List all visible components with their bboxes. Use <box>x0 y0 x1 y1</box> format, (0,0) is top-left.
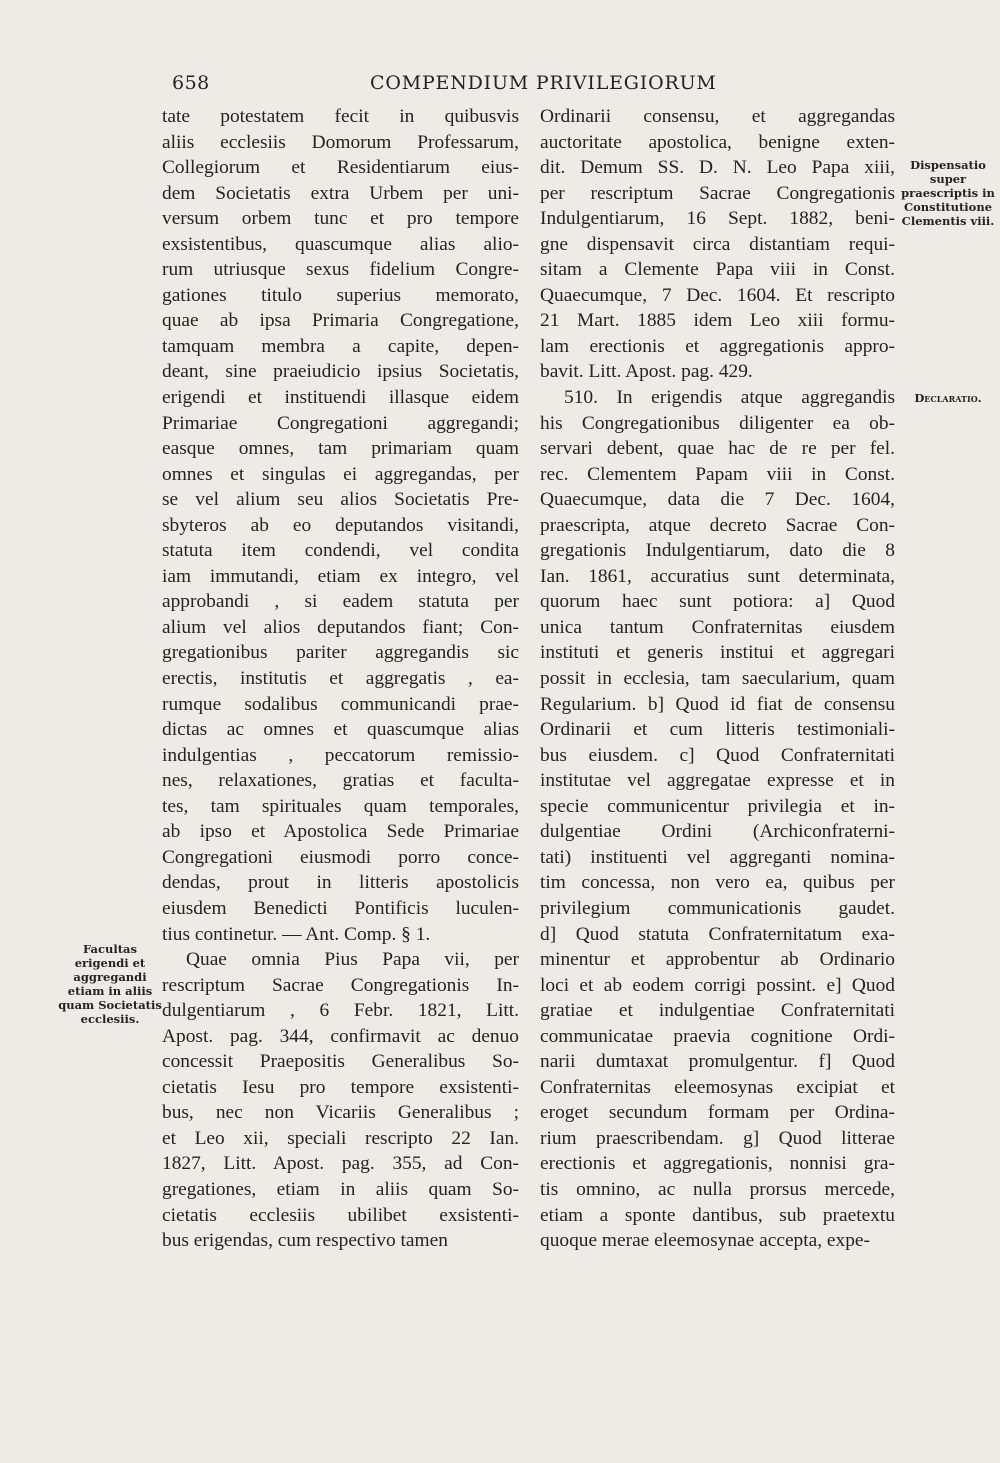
text-line: servari debent, quae hac de re per fel. <box>540 438 895 460</box>
text-line: Ordinarii consensu, et aggregandas <box>540 106 895 127</box>
text-line: quae ab ipsa Primaria Congregatione, <box>162 310 519 332</box>
text-line: versum orbem tunc et pro tempore <box>162 208 519 230</box>
text-line: erigendi et instituendi illasque eidem <box>162 387 519 409</box>
text-line: Quae omnia Pius Papa vii, per <box>186 949 519 971</box>
text-line: et Leo xii, speciali rescripto 22 Ian. <box>162 1127 519 1149</box>
text-line: sitam a Clemente Papa viii in Const. <box>540 259 895 281</box>
text-line: ab ipso et Apostolica Sede Primariae <box>162 821 519 843</box>
text-line: Indulgentiarum, 16 Sept. 1882, beni- <box>540 208 895 230</box>
text-line: gratiae et indulgentiae Confraternitati <box>540 1000 895 1022</box>
text-line: approbandi , si eadem statuta per <box>162 591 519 613</box>
text-line: tis omnino, ac nulla prorsus mercede, <box>540 1178 895 1200</box>
text-line: erectionis et aggregationis, nonnisi gra- <box>540 1153 895 1175</box>
margin-note-facultas: Facultas erigendi et aggregandi etiam in aliis quam Societatis ecclesiis. <box>58 942 162 1026</box>
text-line: his Congregationibus diligenter ea ob- <box>540 412 895 434</box>
text-line: d] Quod statuta Confraternitatum exa- <box>540 923 895 945</box>
text-line: Primariae Congregationi aggregandi; <box>162 412 519 434</box>
text-line: per rescriptum Sacrae Congregationis <box>540 182 895 204</box>
text-line: etiam a sponte dantibus, sub praetextu <box>540 1204 895 1226</box>
text-line: tius continetur. — Ant. Comp. § 1. <box>162 923 431 945</box>
page-number: 658 <box>172 72 210 94</box>
text-line: cietatis Iesu pro tempore exsistenti- <box>162 1076 519 1098</box>
text-line: tamquam membra a capite, depen- <box>162 335 519 357</box>
text-line: Collegiorum et Residentiarum eius- <box>162 157 519 179</box>
text-line: minentur et approbentur ab Ordinario <box>540 949 895 971</box>
text-line: 1827, Litt. Apost. pag. 355, ad Con- <box>162 1153 519 1175</box>
text-line: narii dumtaxat promulgentur. f] Quod <box>540 1051 895 1073</box>
text-line: dulgentiae Ordini (Archiconfraterni- <box>540 821 895 843</box>
text-line: bus eiusdem. c] Quod Confraternitati <box>540 744 895 766</box>
text-line: 21 Mart. 1885 idem Leo xiii formu- <box>540 310 895 332</box>
text-line: omnes et singulas ei aggregandas, per <box>162 463 519 485</box>
text-line: gregationes, etiam in aliis quam So- <box>162 1178 519 1200</box>
text-line: se vel alium seu alios Societatis Pre- <box>162 489 519 511</box>
text-line: Congregationi eiusmodi porro conce- <box>162 846 519 868</box>
text-line: nes, relaxationes, gratias et faculta- <box>162 770 519 792</box>
text-line: praescripta, atque decreto Sacrae Con- <box>540 514 895 536</box>
text-line: tes, tam spirituales quam temporales, <box>162 795 519 817</box>
text-line: bavit. Litt. Apost. pag. 429. <box>540 361 753 383</box>
text-line: bus erigendas, cum respectivo tamen <box>162 1230 448 1252</box>
text-line: institutae vel aggregatae expresse et in <box>540 770 895 792</box>
text-line: dem Societatis extra Urbem per uni- <box>162 182 519 204</box>
text-line: alium vel alios deputandos fiant; Con- <box>162 616 519 638</box>
text-line: indulgentias , peccatorum remissio- <box>162 744 519 766</box>
text-line: aliis ecclesiis Domorum Professarum, <box>162 131 519 153</box>
text-line: gationes titulo superius memorato, <box>162 284 519 306</box>
text-line: tim concessa, non vero ea, quibus per <box>540 872 895 894</box>
text-line: instituti et generis institui et aggregari <box>540 642 895 664</box>
text-line: Quaecumque, 7 Dec. 1604. Et rescripto <box>540 284 895 306</box>
text-line: loci et ab eodem corrigi possint. e] Quod <box>540 974 895 996</box>
text-line: eiusdem Benedicti Pontificis luculen- <box>162 897 519 919</box>
text-line: exsistentibus, quascumque alias alio- <box>162 233 519 255</box>
text-line: specie communicentur privilegia et in- <box>540 795 895 817</box>
text-line: quorum haec sunt potiora: a] Quod <box>540 591 895 613</box>
right-text-column <box>540 104 895 1254</box>
text-line: concessit Praepositis Generalibus So- <box>162 1051 519 1073</box>
text-line: rium praescribendam. g] Quod litterae <box>540 1127 895 1149</box>
text-line: dictas ac omnes et quascumque alias <box>162 719 519 741</box>
text-line: iam immutandi, etiam ex integro, vel <box>162 565 519 587</box>
text-line: dit. Demum SS. D. N. Leo Papa xiii, <box>540 157 895 179</box>
text-line: sbyteros ab eo deputandos visitandi, <box>162 514 519 536</box>
text-line: Regularium. b] Quod id fiat de consensu <box>540 693 895 715</box>
text-line: statuta item condendi, vel condita <box>162 540 519 562</box>
left-text-column <box>162 104 519 1254</box>
text-line: bus, nec non Vicariis Generalibus ; <box>162 1102 519 1124</box>
text-line: cietatis ecclesiis ubilibet exsistenti- <box>162 1204 519 1226</box>
text-line: tate potestatem fecit in quibusvis <box>162 106 519 127</box>
text-line: rec. Clementem Papam viii in Const. <box>540 463 895 485</box>
text-line: auctoritate apostolica, benigne exten- <box>540 131 895 153</box>
text-line: gregationis Indulgentiarum, dato die 8 <box>540 540 895 562</box>
text-line: rum utriusque sexus fidelium Congre- <box>162 259 519 281</box>
text-line: Quaecumque, data die 7 Dec. 1604, <box>540 489 895 511</box>
text-line: deant, sine praeiudicio ipsius Societatis, <box>162 361 519 383</box>
text-line: quoque merae eleemosynae accepta, expe- <box>540 1230 870 1252</box>
text-line: eroget secundum formam per Ordina- <box>540 1102 895 1124</box>
text-line: gregationibus pariter aggregandis sic <box>162 642 519 664</box>
text-line: rumque sodalibus communicandi prae- <box>162 693 519 715</box>
margin-note-declaratio: Declaratio. <box>914 391 982 405</box>
text-line: gne dispensavit circa distantiam requi- <box>540 233 895 255</box>
text-line: communicatae praevia cognitione Ordi- <box>540 1025 895 1047</box>
text-line: erectis, institutis et aggregatis , ea- <box>162 668 519 690</box>
running-title: COMPENDIUM PRIVILEGIORUM <box>370 72 717 94</box>
text-line: unica tantum Confraternitas eiusdem <box>540 616 895 638</box>
margin-note-dispensatio: Dispensatio super praescriptis in Constitutione Clementis viii. <box>901 158 995 228</box>
text-line: lam erectionis et aggregationis appro- <box>540 335 895 357</box>
text-line: dulgentiarum , 6 Febr. 1821, Litt. <box>162 1000 519 1022</box>
text-line: easque omnes, tam primariam quam <box>162 438 519 460</box>
text-line: tati) instituenti vel aggreganti nomina- <box>540 846 895 868</box>
text-line: Ordinarii et cum litteris testimoniali- <box>540 719 895 741</box>
text-line: Apost. pag. 344, confirmavit ac denuo <box>162 1025 519 1047</box>
text-line: rescriptum Sacrae Congregationis In- <box>162 974 519 996</box>
text-line: possit in ecclesia, tam saecularium, quam <box>540 668 895 690</box>
text-line: Confraternitas eleemosynas excipiat et <box>540 1076 895 1098</box>
text-line: dendas, prout in litteris apostolicis <box>162 872 519 894</box>
text-line: Ian. 1861, accuratius sunt determinata, <box>540 565 895 587</box>
text-line: 510. In erigendis atque aggregandis <box>564 387 895 409</box>
text-line: privilegium communicationis gaudet. <box>540 897 895 919</box>
